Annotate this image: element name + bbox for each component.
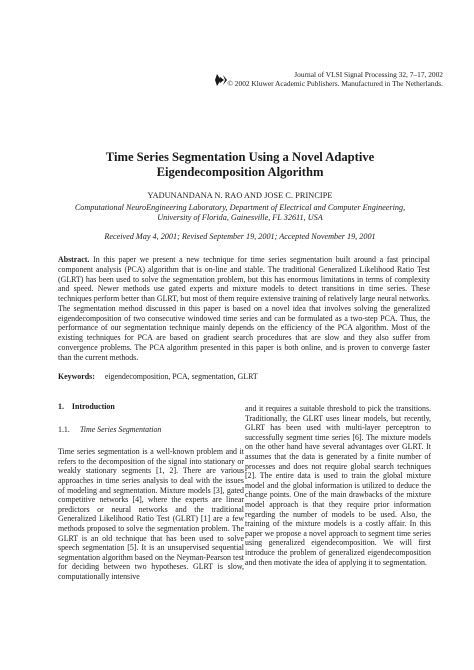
- journal-citation: Journal of VLSI Signal Processing 32, 7–17, 2002: [294, 70, 443, 79]
- subsection-title: Time Series Segmentation: [79, 424, 162, 434]
- journal-header: [213, 70, 443, 88]
- left-column: [58, 402, 244, 582]
- section-number: 1.: [58, 402, 64, 411]
- title-line-1: Time Series Segmentation Using a Novel Adaptive: [105, 150, 375, 164]
- keywords: [58, 372, 430, 382]
- keywords-label: Keywords:: [58, 372, 95, 381]
- subsection-number: 1.1.: [58, 424, 70, 434]
- section-title: Introduction: [71, 402, 115, 411]
- affiliation-line-1: Computational NeuroEngineering Laboratory, Department of Electrical and Computer Engineering,: [74, 203, 406, 212]
- author-list: YADUNANDANA N. RAO AND JOSE C. PRINCIPE: [147, 191, 333, 200]
- section-heading: [58, 402, 244, 412]
- subsection-heading: [58, 425, 244, 435]
- right-paragraph: and it requires a suitable threshold to pick the transitions. Traditionally, the GLRT uses linear models, but recently, GLRT has been used with multi-layer perceptron to successfully segment time series [6]. The mixture models on the other hand have several advantages over GLRT. It assumes that the data is generated by a finite number of processes and does not require global search techniques [2]. The entire data is used to train the global mixture model and the global information is utilized to deduce the change points. One of the main drawbacks of the mixture model approach is that they require prior information regarding the number of models to be used. Also, the training of the mixture models is a costly affair. In this paper we propose a novel approach to segment time series using generalized eigendecomposition. We will first introduce the problem of generalized eigendecomposition and then motivate the idea of applying it to segmentation.: [245, 404, 431, 567]
- affiliation-line-2: University of Florida, Gainesville, FL 32611, USA: [157, 213, 323, 222]
- copyright-notice: © 2002 Kluwer Academic Publishers. Manufactured in The Netherlands.: [227, 79, 443, 88]
- paper-title: [40, 150, 440, 180]
- keywords-text: eigendecomposition, PCA, segmentation, GLRT: [104, 372, 258, 381]
- affiliation: [40, 203, 440, 223]
- title-line-2: Eigendecomposition Algorithm: [156, 165, 324, 179]
- title-block: [40, 150, 440, 242]
- abstract-text: In this paper we present a new technique for time series segmentation built around a fast principal component analysis (PCA) algorithm that is on-line and stable. The traditional Generalized Likelihood Ratio Test (GLRT) has been used to solve the segmentation problem, but this has enormous limitations in terms of complexity and speed. Newer methods use gated experts and mixture models to detect transitions in time series. These techniques perform better than GLRT, but most of them require extensive training of relatively large neural networks. The segmentation method discussed in this paper is based on a novel idea that involves solving the generalized eigendecomposition of two consecutive windowed time series and can be formulated as a two-step PCA. Thus, the performance of our segmentation technique mainly depends on the efficiency of the PCA algorithm. Most of the existing techniques for PCA are based on gradient search procedures that are slow and they also suffer from convergence problems. The PCA algorithm presented in this paper is both online, and is proven to converge faster than the current methods.: [58, 255, 430, 362]
- abstract-label: Abstract.: [58, 255, 90, 264]
- submission-dates: Received May 4, 2001; Revised September 19, 2001; Accepted November 19, 2001: [104, 232, 376, 241]
- abstract: [58, 255, 430, 362]
- left-paragraph: Time series segmentation is a well-known problem and it refers to the decomposition of the signal into stationary or weakly stationary segments [1, 2]. There are various approaches in time series analysis to deal with the issues of modeling and segmentation. Mixture models [3], gated competitive networks [4], where the experts are linear predictors or neural networks and the traditional Generalized Likelihood Ratio Test (GLRT) [1] are a few methods proposed to solve the segmentation problem. The GLRT is an old technique that has been used to solve speech segmentation [5]. It is an unsupervised sequential segmentation algorithm based on the Neyman-Pearson test for deciding between two hypotheses. GLRT is slow, computationally intensive: [58, 447, 244, 581]
- right-column: [245, 404, 431, 567]
